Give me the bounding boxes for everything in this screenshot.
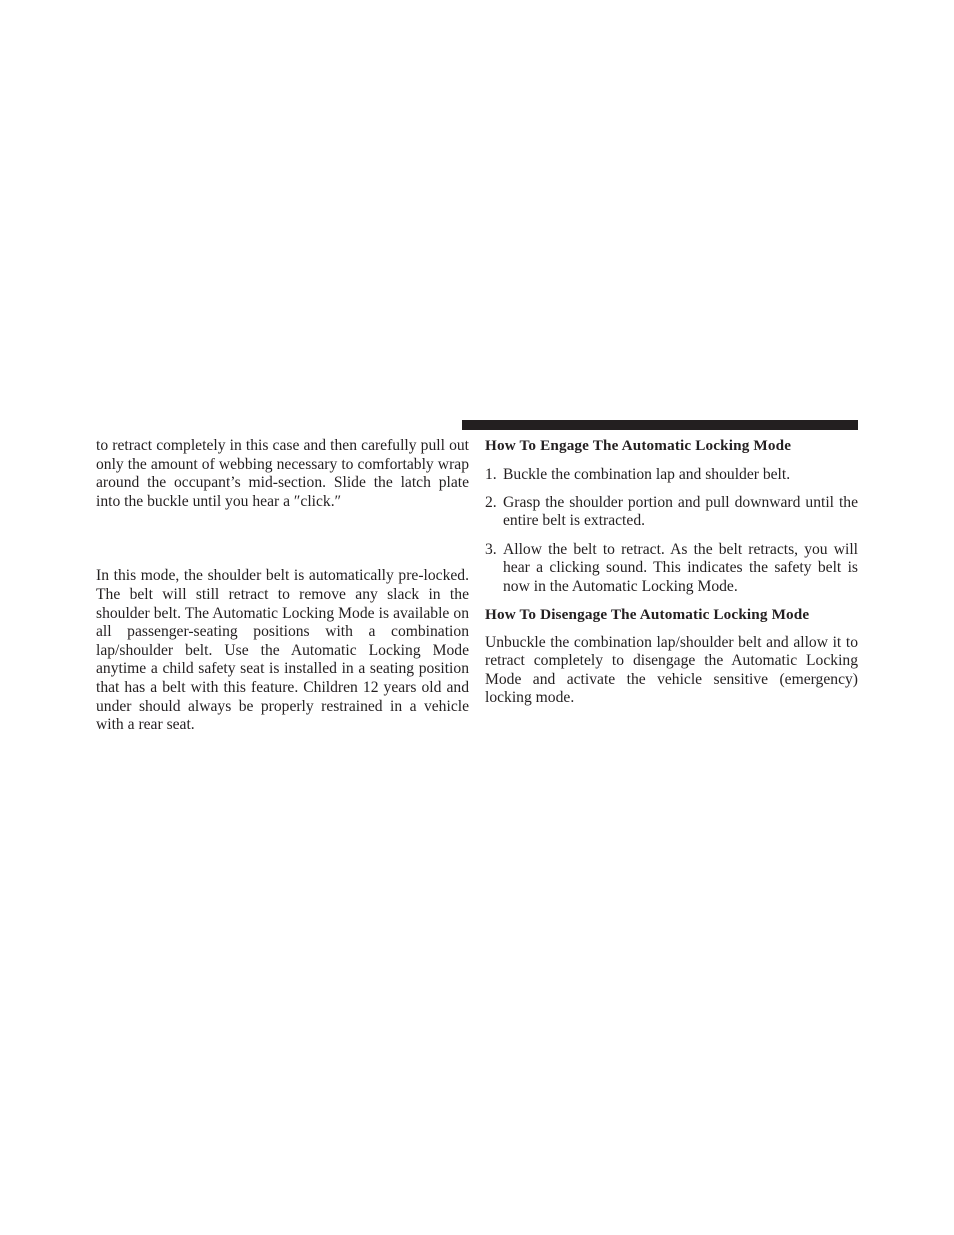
step-number: 1. <box>485 465 497 483</box>
engage-steps-list <box>485 466 858 597</box>
step-number: 2. <box>485 493 497 511</box>
step-text: Grasp the shoulder portion and pull downward until the entire belt is extracted. <box>503 493 858 530</box>
step-text: Buckle the combination lap and shoulder belt. <box>503 465 791 483</box>
automatic-locking-mode-paragraph: In this mode, the shoulder belt is automatically pre-locked. The belt will still retract to remove any slack in the shoulder belt. The Automatic Locking Mode is available on all passenger-seating positions with a combination lap/shoulder belt. Use the Automatic Locking Mode anytime a child safety seat is installed in a seating position that has a belt with this feature. Children 12 years old and under should always be properly restrained in a vehicle with a rear seat. <box>96 567 469 734</box>
continued-paragraph: to retract completely in this case and then carefully pull out only the amount of webbing necessary to comfortably wrap around the occupant’s mid-section. Slide the latch plate into the buckle until you hear a ″click.″ <box>96 437 469 510</box>
step-number: 3. <box>485 540 497 558</box>
disengage-heading: How To Disengage The Automatic Locking Mode <box>485 605 810 623</box>
list-item <box>485 494 858 531</box>
list-item <box>485 466 858 485</box>
section-divider-bar <box>462 420 858 430</box>
list-item <box>485 541 858 597</box>
right-column <box>485 437 858 708</box>
step-text: Allow the belt to retract. As the belt retracts, you will hear a clicking sound. This indicates the safety belt is now in the Automatic Locking Mode. <box>503 540 858 595</box>
left-column <box>96 437 469 735</box>
disengage-paragraph: Unbuckle the combination lap/shoulder belt and allow it to retract completely to disengage the Automatic Locking Mode and activate the vehicle sensitive (emergency) locking mode. <box>485 633 858 707</box>
engage-heading: How To Engage The Automatic Locking Mode <box>485 437 792 454</box>
